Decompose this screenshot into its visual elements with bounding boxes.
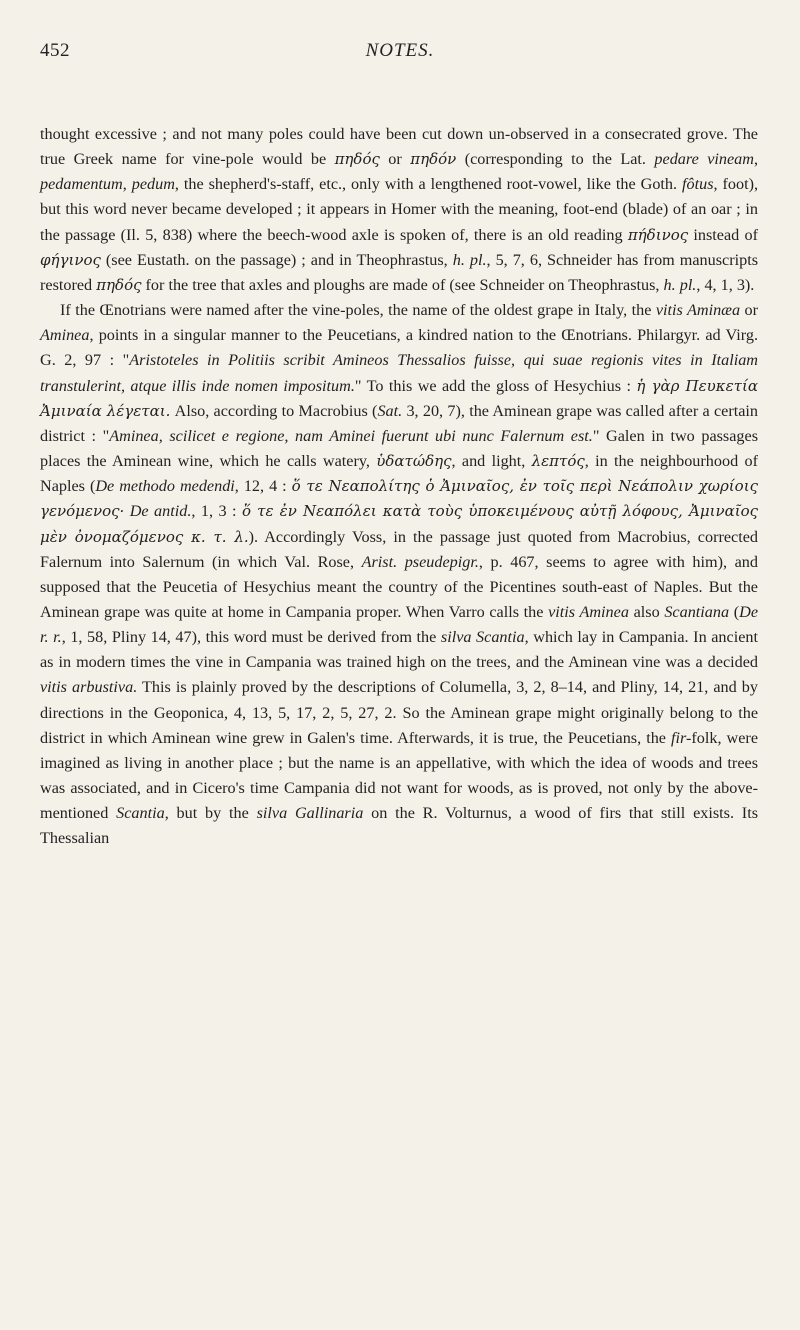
italic-term: h. pl. [663, 275, 697, 294]
main-text [40, 122, 758, 852]
italic-term: Scantiana [664, 602, 730, 621]
greek-term: φήγινος [40, 250, 101, 269]
text-run: , p. 467, seems to agree with him), and supposed that the Peucetia of Hesychius meant the country of the Picentines south-east of Naples. But the Aminean grape was quite at home in Campania proper. When Varro calls the [40, 552, 758, 621]
italic-term: De methodo medendi [95, 477, 235, 496]
text-run: , [753, 150, 758, 169]
italic-term: De antid. [129, 502, 192, 521]
text-run: , 1, 58, Pliny 14, 47), this word must be derived from the [61, 628, 441, 647]
italic-term: fir- [671, 728, 692, 747]
text-run: " Galen in two passages places the Aminean wine, which he calls watery, [40, 426, 758, 471]
text-run: , 5, 7, 6, Schneider has from manuscripts restored [40, 250, 759, 294]
page-number: 452 [40, 40, 70, 61]
greek-term: ἡ γὰρ Πευκετία Ἀμιναία λέγεται. [40, 376, 758, 420]
text-run: , in the neighbourhood of Naples ( [40, 452, 758, 496]
italic-term: Sat. [377, 401, 403, 420]
greek-term: πήδινος [627, 225, 689, 244]
text-run: also [628, 602, 665, 621]
italic-term: vitis Aminæa [655, 301, 741, 320]
text-run: " To this we add the gloss of Hesychius : [354, 376, 637, 395]
text-run: (corresponding to the Lat. [456, 150, 655, 169]
italic-term: silva Gallinaria [256, 804, 364, 823]
greek-term: ὑδατώδης [376, 452, 452, 471]
italic-term: pedare vineam [654, 150, 754, 169]
greek-term: πηδός [96, 275, 142, 294]
italic-term: Aristoteles in Politiis scribit Amineos Thessalios fuisse, qui suae regionis vites in Italiam transtulerint, atque illis inde nomen impositum. [40, 351, 758, 395]
text-run: , and light, [451, 452, 532, 471]
italic-term: Arist. pseudepigr. [361, 552, 479, 571]
running-title: NOTES. [365, 40, 435, 61]
italic-term: Aminea [40, 326, 90, 345]
text-run: If the Œnotrians were named after the vine-poles, the name of the oldest grape in Italy, the [60, 301, 656, 320]
text-run: , but by the [164, 804, 257, 823]
text-run: , which lay in Campania. In ancient as in modern times the vine in Campania was trained high on the trees, and the Aminean vine was a decided [40, 628, 758, 672]
italic-term: fôtus [682, 175, 714, 194]
paragraph [40, 122, 758, 298]
greek-term: λεπτός [531, 452, 585, 471]
greek-term: ὅ τε ἐν Νεαπόλει κατὰ τοὺς ὑποκειμένους αὐτῇ λόφους, Ἀμιναῖος μὲν ὀνομαζόμενος κ. τ. λ. [40, 502, 759, 546]
text-run: Also, according to Macrobius ( [170, 401, 378, 420]
text-run: folk, were imagined as living in another place ; but the name is an appellative, with which the idea of woods and trees was associated, and in Cicero's time Campania did not want for woods, as is proved, not only by the above-mentioned [40, 728, 758, 823]
text-run: ). Accordingly Voss, in the passage just quoted from Macrobius, corrected Falernum into Salernum (in which Val. Rose, [40, 527, 758, 571]
text-run: or [379, 150, 411, 169]
italic-term: silva Scantia [440, 628, 525, 647]
italic-term: Aminea, scilicet e regione, nam Aminei fuerunt ubi nunc Falernum est. [109, 426, 593, 445]
page-header [40, 40, 760, 70]
text-run: or [740, 301, 758, 320]
text-run: , the shepherd's-staff, etc., only with a lengthened root-vowel, like the Goth. [174, 175, 683, 194]
text-run: 3, 20, 7), the Aminean grape was called after a certain district : " [40, 401, 758, 445]
italic-term: vitis arbustiva. [40, 678, 138, 697]
italic-term: pedum [131, 175, 175, 194]
text-run: , 4, 1, 3). [696, 275, 755, 294]
greek-term: ὅ τε Νεαπολίτης ὁ Ἀμιναῖος, ἐν τοῖς περὶ Νεάπολιν χωρίοις γενόμενος· [40, 477, 758, 521]
italic-term: vitis Aminea [548, 602, 629, 621]
greek-term: πηδόν [410, 150, 457, 169]
text-run: for the tree that axles and ploughs are made of (see Schneider on Theophrastus, [141, 275, 664, 294]
paragraph [40, 298, 758, 851]
text-run: , 1, 3 : [191, 502, 242, 521]
greek-term: πηδός [334, 150, 380, 169]
text-run: , 12, 4 : [234, 477, 292, 496]
italic-term: pedamentum [40, 175, 123, 194]
text-run: ( [729, 602, 740, 621]
text-run: , foot), but this word never became developed ; it appears in Homer with the meaning, foot-end (blade) of an oar ; in the passage (Il. 5, 838) where the beech-wood axle is spoken of, there is an old reading [40, 175, 759, 244]
text-run: instead of [688, 225, 758, 244]
text-run: This is plainly proved by the descriptions of Columella, 3, 2, 8–14, and Pliny, 14, 21, and by directions in the Geoponica, 4, 13, 5, 17, 2, 5, 27, 2. So the Aminean grape might originally belong to the district in which Aminean wine grew in Galen's time. Afterwards, it is true, the Peucetians, the [40, 678, 758, 747]
text-run: , points in a singular manner to the Peucetians, a kindred nation to the Œnotrians. Philargyr. ad Virg. G. 2, 97 : " [40, 326, 758, 370]
italic-term: De r. r. [40, 602, 759, 647]
text-run: , [122, 175, 132, 194]
text-run: (see Eustath. on the passage) ; and in Theophrastus, [100, 250, 453, 269]
text-run: thought excessive ; and not many poles could have been cut down un-observed in a consecrated grove. The true Greek name for vine-pole would be [40, 125, 758, 169]
text-run: on the R. Volturnus, a wood of firs that still exists. Its Thessalian [40, 804, 758, 848]
italic-term: h. pl. [452, 250, 487, 269]
italic-term: Scantia [116, 804, 165, 823]
